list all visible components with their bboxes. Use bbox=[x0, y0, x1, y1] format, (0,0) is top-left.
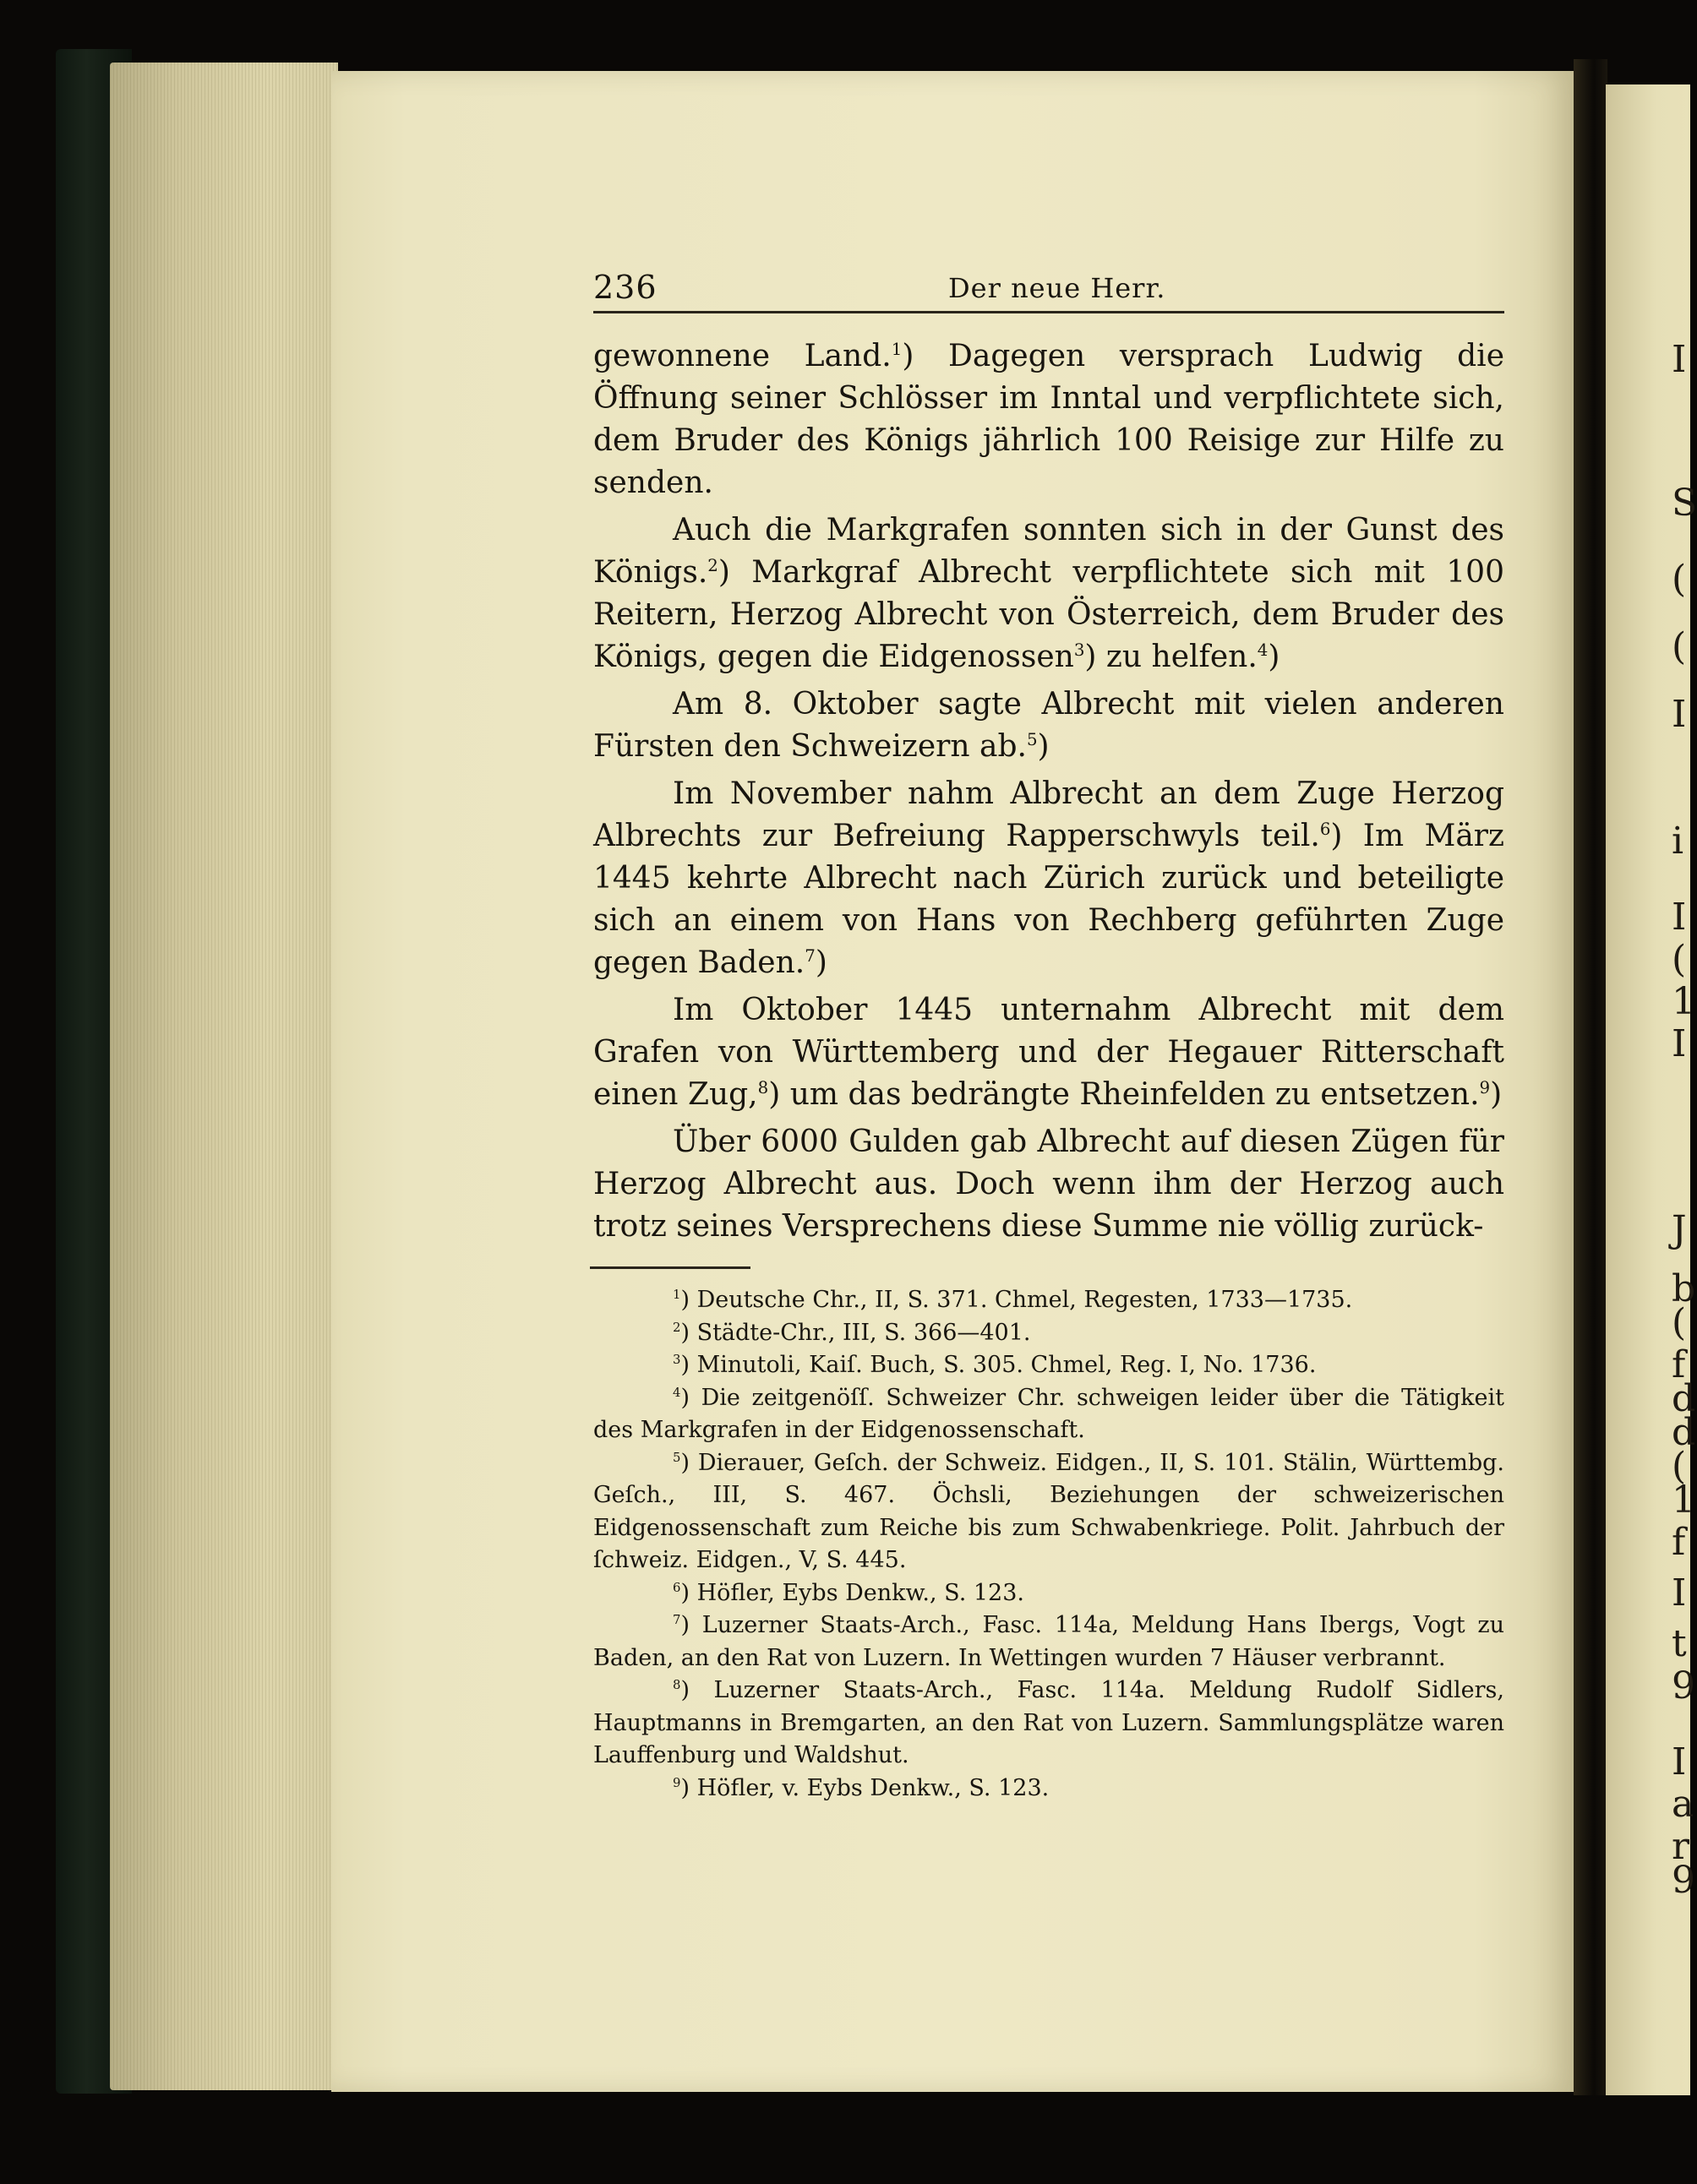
right-page-fragment: f bbox=[1672, 1521, 1686, 1564]
book-gutter bbox=[1574, 59, 1607, 2095]
right-page-fragment: a bbox=[1672, 1783, 1694, 1826]
footnote bbox=[593, 1773, 1504, 1805]
right-page-fragment: 9 bbox=[1672, 1859, 1695, 1902]
paragraph-text: ) bbox=[1490, 1077, 1503, 1112]
footnote-text: ) Minutoli, Kaiſ. Buch, S. 305. Chmel, Reg. I, No. 1736. bbox=[680, 1352, 1317, 1378]
right-page-fragment: I bbox=[1672, 693, 1687, 736]
right-page-fragment: I bbox=[1672, 896, 1687, 939]
page-number: 236 bbox=[593, 269, 658, 306]
footnote-text: ) Städte-Chr., III, S. 366—401. bbox=[680, 1319, 1031, 1346]
paragraph bbox=[593, 509, 1504, 678]
paragraph-text: ) Im März 1445 kehrte Albrecht nach Zürich zurück und beteiligte sich an einem von Hans von Rechberg geführten Zuge gegen Baden. bbox=[593, 819, 1504, 980]
paragraph-text: Im November nahm Albrecht an dem Zuge Herzog Albrechts zur Befreiung Rapperschwyls teil. bbox=[593, 776, 1504, 853]
paragraph-text: Auch die Markgrafen sonnten sich in der Gunst des Königs. bbox=[593, 513, 1504, 590]
paragraph-text: gewonnene Land. bbox=[593, 339, 892, 373]
right-page-fragment: t bbox=[1672, 1622, 1687, 1665]
paragraph-text: Am 8. Oktober sagte Albrecht mit vielen anderen Fürsten den Schweizern ab. bbox=[593, 687, 1504, 764]
paragraph bbox=[593, 989, 1504, 1116]
footnote-mark: 1 bbox=[673, 1287, 681, 1302]
footnote-text: ) Luzerner Staats-Arch., Fasc. 114a, Meldung Hans Ibergs, Vogt zu Baden, an den Rat von Luzern. In Wettingen wurden 7 Häuser verbrannt. bbox=[593, 1612, 1504, 1671]
page-content bbox=[593, 269, 1504, 1805]
right-page-fragment: 1 bbox=[1672, 980, 1695, 1023]
right-page-fragment: 1 bbox=[1672, 1479, 1695, 1522]
page-block-edges bbox=[110, 63, 338, 2090]
footnote-text: ) Dierauer, Geſch. der Schweiz. Eidgen., II, S. 101. Stälin, Württembg. Geſch., III, S. 467. Öchsli, Beziehungen der schweizerischen Eidgenossenschaft zum Reiche bis zum Schwabenkriege. Polit. Jahrbuch der ſchweiz. Eidgen., V, S. 445. bbox=[593, 1449, 1504, 1573]
footnote-mark: 2 bbox=[673, 1319, 681, 1335]
right-page-fragment: b bbox=[1672, 1267, 1696, 1310]
footnote bbox=[593, 1317, 1504, 1350]
footnotes bbox=[593, 1284, 1504, 1805]
footnote-mark: 9 bbox=[673, 1774, 681, 1790]
footnote bbox=[593, 1382, 1504, 1447]
paragraph bbox=[593, 773, 1504, 984]
footnote-ref: 5 bbox=[1026, 730, 1038, 749]
right-page-fragment: f bbox=[1672, 1343, 1686, 1386]
right-page-edge bbox=[1606, 84, 1697, 2095]
right-page-fragment: I bbox=[1672, 1571, 1687, 1615]
footnote-mark: 3 bbox=[673, 1352, 681, 1367]
footnote-ref: 9 bbox=[1479, 1078, 1491, 1097]
footnote-ref: 3 bbox=[1073, 640, 1085, 660]
footnote-mark: 4 bbox=[673, 1384, 681, 1400]
footnote-mark: 6 bbox=[673, 1579, 681, 1595]
footnote-text: ) Höfler, Eybs Denkw., S. 123. bbox=[680, 1579, 1024, 1606]
right-page-fragment: I bbox=[1672, 338, 1687, 381]
footnote-mark: 8 bbox=[673, 1677, 681, 1692]
paragraph-text: ) Dagegen versprach Ludwig die Öffnung seiner Schlösser im Inntal und verpflichtete sich, dem Bruder des Königs jährlich 100 Reisige zur Hilfe zu senden. bbox=[593, 339, 1504, 500]
footnote-ref: 4 bbox=[1257, 640, 1269, 660]
paragraph-text: Über 6000 Gulden gab Albrecht auf diesen Zügen für Herzog Albrecht aus. Doch wenn ihm der Herzog auch trotz seines Versprechens diese Summe nie völlig zurück- bbox=[593, 1125, 1504, 1244]
right-page-fragment: I bbox=[1672, 1022, 1687, 1065]
right-page-fragment: 9 bbox=[1672, 1664, 1695, 1707]
running-head bbox=[593, 269, 1504, 313]
footnote-ref: 7 bbox=[805, 946, 816, 966]
body-text bbox=[593, 335, 1504, 1248]
right-page-fragment: ( bbox=[1672, 938, 1687, 981]
footnote-text: ) Luzerner Staats-Arch., Fasc. 114a. Meldung Rudolf Sidlers, Hauptmanns in Bremgarten, an den Rat von Luzern. Sammlungsplätze waren Lauffenburg und Waldshut. bbox=[593, 1677, 1504, 1768]
running-title: Der neue Herr. bbox=[948, 272, 1166, 304]
right-page-fragment: I bbox=[1672, 1740, 1687, 1784]
right-page-fragment: d bbox=[1672, 1411, 1696, 1454]
footnote bbox=[593, 1577, 1504, 1610]
footnote bbox=[593, 1447, 1504, 1577]
paragraph bbox=[593, 1121, 1504, 1248]
footnote bbox=[593, 1609, 1504, 1675]
paragraph-text: Im Oktober 1445 unternahm Albrecht mit dem Grafen von Württemberg und der Hegauer Ritterschaft einen Zug, bbox=[593, 993, 1504, 1112]
paragraph bbox=[593, 684, 1504, 768]
footnote-ref: 6 bbox=[1319, 820, 1331, 839]
footnote-ref: 1 bbox=[891, 340, 903, 359]
footnote-mark: 5 bbox=[673, 1449, 681, 1465]
paragraph bbox=[593, 335, 1504, 504]
right-page-fragment: S bbox=[1672, 482, 1697, 525]
footnote bbox=[593, 1349, 1504, 1382]
right-page-fragment: r bbox=[1672, 1825, 1690, 1868]
footnote-text: ) Höfler, v. Eybs Denkw., S. 123. bbox=[680, 1774, 1050, 1801]
right-page-fragment: ( bbox=[1672, 625, 1687, 668]
paragraph-text: ) bbox=[1037, 729, 1050, 764]
right-page-fragment: d bbox=[1672, 1377, 1696, 1420]
paragraph-text: ) bbox=[815, 945, 827, 980]
right-page-fragment: ( bbox=[1672, 558, 1687, 601]
footnote-ref: 8 bbox=[757, 1078, 769, 1097]
paragraph-text: ) Markgraf Albrecht verpflichtete sich mit 100 Reitern, Herzog Albrecht von Österreich, dem Bruder des Königs, gegen die Eidgenossen bbox=[593, 555, 1504, 674]
footnote bbox=[593, 1675, 1504, 1773]
footnote-ref: 2 bbox=[707, 556, 718, 575]
right-page-fragment: ( bbox=[1672, 1301, 1687, 1344]
footnote-mark: 7 bbox=[673, 1612, 681, 1627]
footnote-text: ) Die zeitgenöſſ. Schweizer Chr. schweigen leider über die Tätigkeit des Markgrafen in der Eidgenossenschaft. bbox=[593, 1384, 1504, 1443]
footnote-text: ) Deutsche Chr., II, S. 371. Chmel, Regesten, 1733—1735. bbox=[680, 1287, 1353, 1313]
right-page-fragment: J bbox=[1672, 1208, 1687, 1251]
footnote-divider bbox=[590, 1266, 750, 1269]
right-page-fragment: ( bbox=[1672, 1445, 1687, 1488]
paragraph-text: ) um das bedrängte Rheinfelden zu entsetzen. bbox=[768, 1077, 1480, 1112]
right-page-fragment: i bbox=[1672, 820, 1684, 863]
footnote bbox=[593, 1284, 1504, 1317]
paragraph-text: ) bbox=[1268, 640, 1280, 674]
paragraph-text: ) zu helfen. bbox=[1084, 640, 1258, 674]
